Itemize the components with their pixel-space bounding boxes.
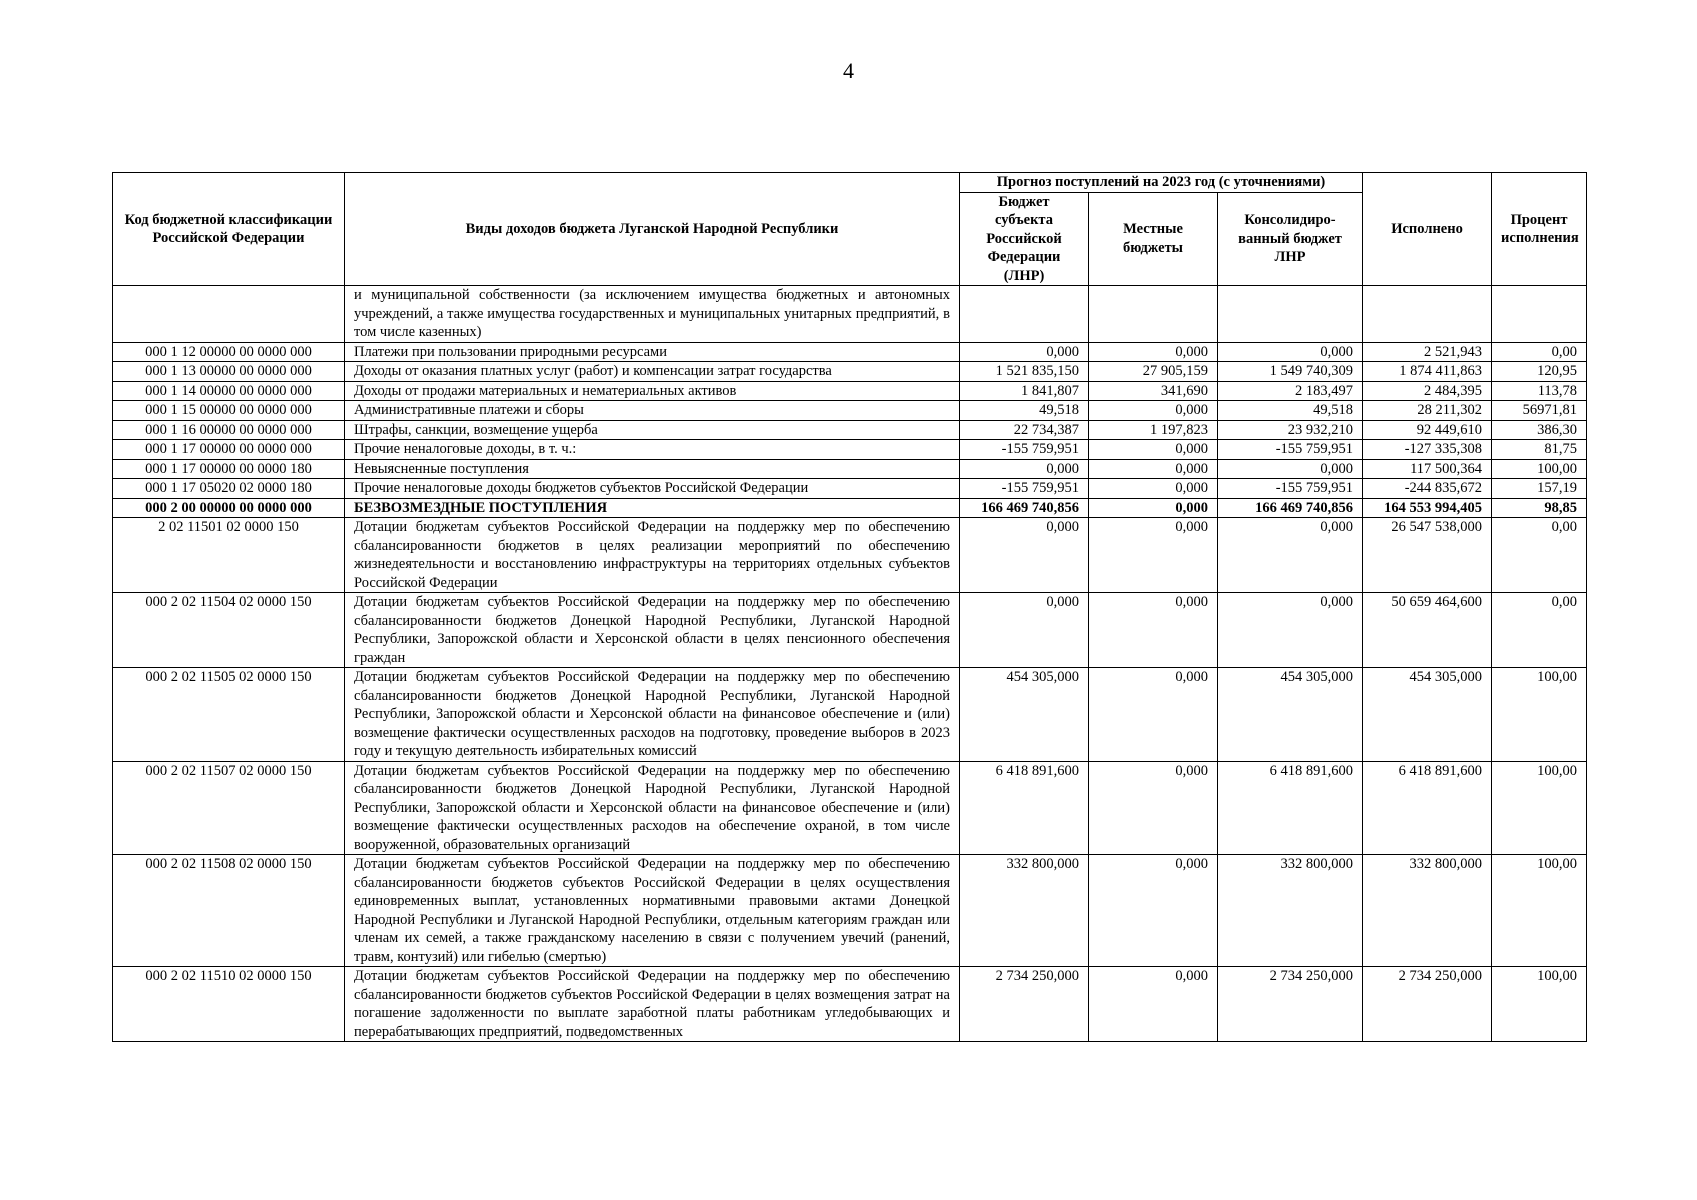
header-executed: Исполнено — [1363, 173, 1492, 286]
cell-consolidated-budget: 0,000 — [1218, 593, 1363, 668]
cell-local-budgets: 0,000 — [1089, 761, 1218, 855]
cell-consolidated-budget: 23 932,210 — [1218, 420, 1363, 440]
table-row — [113, 459, 1587, 479]
cell-federal-budget: 0,000 — [960, 518, 1089, 593]
cell-code: 000 1 17 00000 00 0000 180 — [113, 459, 345, 479]
cell-code: 000 1 14 00000 00 0000 000 — [113, 381, 345, 401]
cell-local-budgets: 0,000 — [1089, 518, 1218, 593]
cell-executed: 164 553 994,405 — [1363, 498, 1492, 518]
cell-executed — [1363, 286, 1492, 343]
cell-description: Доходы от продажи материальных и нематериальных активов — [345, 381, 960, 401]
table-row — [113, 362, 1587, 382]
cell-description: Дотации бюджетам субъектов Российской Федерации на поддержку мер по обеспечению сбалансированности бюджетов субъектов Российской Федерации в целях осуществления единовременных выплат, установленных нормативными правовыми актами Донецкой Народной Республики и Луганской Народной Республики, отдельным категориям граждан или членам их семей, а также гражданскому населению в связи с получением увечий (ранений, травм, контузий) или гибелью (смертью) — [345, 855, 960, 967]
cell-federal-budget: -155 759,951 — [960, 440, 1089, 460]
cell-consolidated-budget: 0,000 — [1218, 459, 1363, 479]
table-row — [113, 342, 1587, 362]
cell-code: 000 1 17 05020 02 0000 180 — [113, 479, 345, 499]
cell-code: 2 02 11501 02 0000 150 — [113, 518, 345, 593]
cell-consolidated-budget: 0,000 — [1218, 518, 1363, 593]
table-row — [113, 401, 1587, 421]
cell-local-budgets: 0,000 — [1089, 342, 1218, 362]
cell-description: Дотации бюджетам субъектов Российской Федерации на поддержку мер по обеспечению сбалансированности бюджетов в целях реализации мероприятий по обеспечению жизнедеятельности и восстановлению инфраструктуры на территориях отдельных субъектов Российской Федерации — [345, 518, 960, 593]
cell-code: 000 2 00 00000 00 0000 000 — [113, 498, 345, 518]
cell-percent: 120,95 — [1492, 362, 1587, 382]
cell-federal-budget: 332 800,000 — [960, 855, 1089, 967]
cell-code: 000 1 16 00000 00 0000 000 — [113, 420, 345, 440]
cell-consolidated-budget: -155 759,951 — [1218, 479, 1363, 499]
table-row — [113, 498, 1587, 518]
cell-executed: 28 211,302 — [1363, 401, 1492, 421]
cell-local-budgets: 0,000 — [1089, 401, 1218, 421]
cell-federal-budget: 2 734 250,000 — [960, 967, 1089, 1042]
cell-federal-budget: 0,000 — [960, 342, 1089, 362]
cell-percent: 0,00 — [1492, 593, 1587, 668]
cell-code: 000 2 02 11507 02 0000 150 — [113, 761, 345, 855]
cell-description: Доходы от оказания платных услуг (работ) и компенсации затрат государства — [345, 362, 960, 382]
cell-consolidated-budget: -155 759,951 — [1218, 440, 1363, 460]
header-code: Код бюджетной классификации Российской Федерации — [113, 173, 345, 286]
cell-percent: 157,19 — [1492, 479, 1587, 499]
cell-consolidated-budget: 2 734 250,000 — [1218, 967, 1363, 1042]
table-row — [113, 286, 1587, 343]
cell-description: Прочие неналоговые доходы бюджетов субъектов Российской Федерации — [345, 479, 960, 499]
table-row — [113, 440, 1587, 460]
cell-consolidated-budget: 49,518 — [1218, 401, 1363, 421]
table-row — [113, 855, 1587, 967]
table-row — [113, 381, 1587, 401]
cell-description: Дотации бюджетам субъектов Российской Федерации на поддержку мер по обеспечению сбалансированности бюджетов Донецкой Народной Республики, Луганской Народной Республики, Запорожской области и Херсонской области на финансовое обеспечение и (или) возмещение фактически осуществленных расходов на обеспечение охраной, в том числе вооруженной, образовательных организаций — [345, 761, 960, 855]
cell-code: 000 1 12 00000 00 0000 000 — [113, 342, 345, 362]
table-row — [113, 479, 1587, 499]
cell-executed: 2 484,395 — [1363, 381, 1492, 401]
table-row — [113, 668, 1587, 762]
cell-local-budgets: 27 905,159 — [1089, 362, 1218, 382]
cell-executed: 2 521,943 — [1363, 342, 1492, 362]
cell-local-budgets: 341,690 — [1089, 381, 1218, 401]
cell-consolidated-budget: 6 418 891,600 — [1218, 761, 1363, 855]
cell-code: 000 1 17 00000 00 0000 000 — [113, 440, 345, 460]
cell-local-budgets: 0,000 — [1089, 479, 1218, 499]
cell-percent: 0,00 — [1492, 342, 1587, 362]
cell-executed: 6 418 891,600 — [1363, 761, 1492, 855]
cell-description: Штрафы, санкции, возмещение ущерба — [345, 420, 960, 440]
table-row — [113, 420, 1587, 440]
cell-local-budgets: 0,000 — [1089, 855, 1218, 967]
table-body — [113, 286, 1587, 1042]
cell-consolidated-budget: 454 305,000 — [1218, 668, 1363, 762]
cell-code: 000 2 02 11510 02 0000 150 — [113, 967, 345, 1042]
cell-percent: 100,00 — [1492, 855, 1587, 967]
cell-description: Прочие неналоговые доходы, в т. ч.: — [345, 440, 960, 460]
cell-executed: 117 500,364 — [1363, 459, 1492, 479]
cell-description: и муниципальной собственности (за исключением имущества бюджетных и автономных учреждений, а также имущества государственных и муниципальных унитарных предприятий, в том числе казенных) — [345, 286, 960, 343]
cell-executed: 2 734 250,000 — [1363, 967, 1492, 1042]
cell-local-budgets: 0,000 — [1089, 440, 1218, 460]
cell-consolidated-budget: 166 469 740,856 — [1218, 498, 1363, 518]
cell-description: Дотации бюджетам субъектов Российской Федерации на поддержку мер по обеспечению сбалансированности бюджетов Донецкой Народной Республики, Луганской Народной Республики, Запорожской области и Херсонской области на финансовое обеспечение и (или) возмещение фактически осуществленных расходов на подготовку, проведение выборов в 2023 году и текущую деятельность избирательных комиссий — [345, 668, 960, 762]
cell-percent: 100,00 — [1492, 459, 1587, 479]
cell-executed: 92 449,610 — [1363, 420, 1492, 440]
cell-local-budgets — [1089, 286, 1218, 343]
cell-percent: 100,00 — [1492, 967, 1587, 1042]
cell-description: Дотации бюджетам субъектов Российской Федерации на поддержку мер по обеспечению сбалансированности бюджетов субъектов Российской Федерации в целях возмещения затрат на погашение задолженности по выплате заработной платы работникам угледобывающих и перерабатывающих предприятий, подведомственных — [345, 967, 960, 1042]
cell-percent: 100,00 — [1492, 761, 1587, 855]
cell-percent: 81,75 — [1492, 440, 1587, 460]
cell-percent: 100,00 — [1492, 668, 1587, 762]
cell-description: Невыясненные поступления — [345, 459, 960, 479]
cell-code: 000 2 02 11505 02 0000 150 — [113, 668, 345, 762]
cell-consolidated-budget: 1 549 740,309 — [1218, 362, 1363, 382]
cell-description: Платежи при пользовании природными ресурсами — [345, 342, 960, 362]
cell-local-budgets: 0,000 — [1089, 668, 1218, 762]
cell-local-budgets: 0,000 — [1089, 459, 1218, 479]
header-consolidated: Консолидиро-ванный бюджет ЛНР — [1218, 192, 1363, 286]
cell-executed: 50 659 464,600 — [1363, 593, 1492, 668]
cell-local-budgets: 1 197,823 — [1089, 420, 1218, 440]
header-percent: Процент исполнения — [1492, 173, 1587, 286]
cell-consolidated-budget: 2 183,497 — [1218, 381, 1363, 401]
cell-percent — [1492, 286, 1587, 343]
cell-code — [113, 286, 345, 343]
cell-federal-budget: 49,518 — [960, 401, 1089, 421]
cell-description: Административные платежи и сборы — [345, 401, 960, 421]
cell-executed: 332 800,000 — [1363, 855, 1492, 967]
cell-description: Дотации бюджетам субъектов Российской Федерации на поддержку мер по обеспечению сбалансированности бюджетов Донецкой Народной Республики, Луганской Народной Республики, Запорожской области и Херсонской области в целях пенсионного обеспечения граждан — [345, 593, 960, 668]
cell-code: 000 2 02 11508 02 0000 150 — [113, 855, 345, 967]
cell-code: 000 1 15 00000 00 0000 000 — [113, 401, 345, 421]
cell-federal-budget: 0,000 — [960, 593, 1089, 668]
cell-description: БЕЗВОЗМЕЗДНЫЕ ПОСТУПЛЕНИЯ — [345, 498, 960, 518]
cell-local-budgets: 0,000 — [1089, 593, 1218, 668]
table-row — [113, 593, 1587, 668]
cell-executed: 454 305,000 — [1363, 668, 1492, 762]
cell-federal-budget: 454 305,000 — [960, 668, 1089, 762]
cell-code: 000 2 02 11504 02 0000 150 — [113, 593, 345, 668]
header-federal: Бюджет субъекта Российской Федерации (ЛНР) — [960, 192, 1089, 286]
cell-consolidated-budget: 332 800,000 — [1218, 855, 1363, 967]
cell-federal-budget: 1 521 835,150 — [960, 362, 1089, 382]
cell-federal-budget: 22 734,387 — [960, 420, 1089, 440]
table-row — [113, 518, 1587, 593]
table-row — [113, 761, 1587, 855]
cell-federal-budget — [960, 286, 1089, 343]
cell-federal-budget: 1 841,807 — [960, 381, 1089, 401]
cell-local-budgets: 0,000 — [1089, 967, 1218, 1042]
cell-local-budgets: 0,000 — [1089, 498, 1218, 518]
cell-percent: 113,78 — [1492, 381, 1587, 401]
cell-code: 000 1 13 00000 00 0000 000 — [113, 362, 345, 382]
table-row — [113, 967, 1587, 1042]
cell-percent: 56971,81 — [1492, 401, 1587, 421]
cell-consolidated-budget: 0,000 — [1218, 342, 1363, 362]
cell-consolidated-budget — [1218, 286, 1363, 343]
cell-federal-budget: 6 418 891,600 — [960, 761, 1089, 855]
cell-executed: 26 547 538,000 — [1363, 518, 1492, 593]
cell-percent: 386,30 — [1492, 420, 1587, 440]
cell-percent: 0,00 — [1492, 518, 1587, 593]
cell-federal-budget: 0,000 — [960, 459, 1089, 479]
cell-executed: 1 874 411,863 — [1363, 362, 1492, 382]
header-kinds: Виды доходов бюджета Луганской Народной Республики — [345, 173, 960, 286]
budget-revenue-table — [112, 172, 1587, 1042]
cell-percent: 98,85 — [1492, 498, 1587, 518]
cell-executed: -244 835,672 — [1363, 479, 1492, 499]
page-number: 4 — [843, 58, 854, 83]
header-forecast: Прогноз поступлений на 2023 год (с уточнениями) — [960, 173, 1363, 193]
cell-executed: -127 335,308 — [1363, 440, 1492, 460]
cell-federal-budget: -155 759,951 — [960, 479, 1089, 499]
header-local: Местные бюджеты — [1089, 192, 1218, 286]
cell-federal-budget: 166 469 740,856 — [960, 498, 1089, 518]
